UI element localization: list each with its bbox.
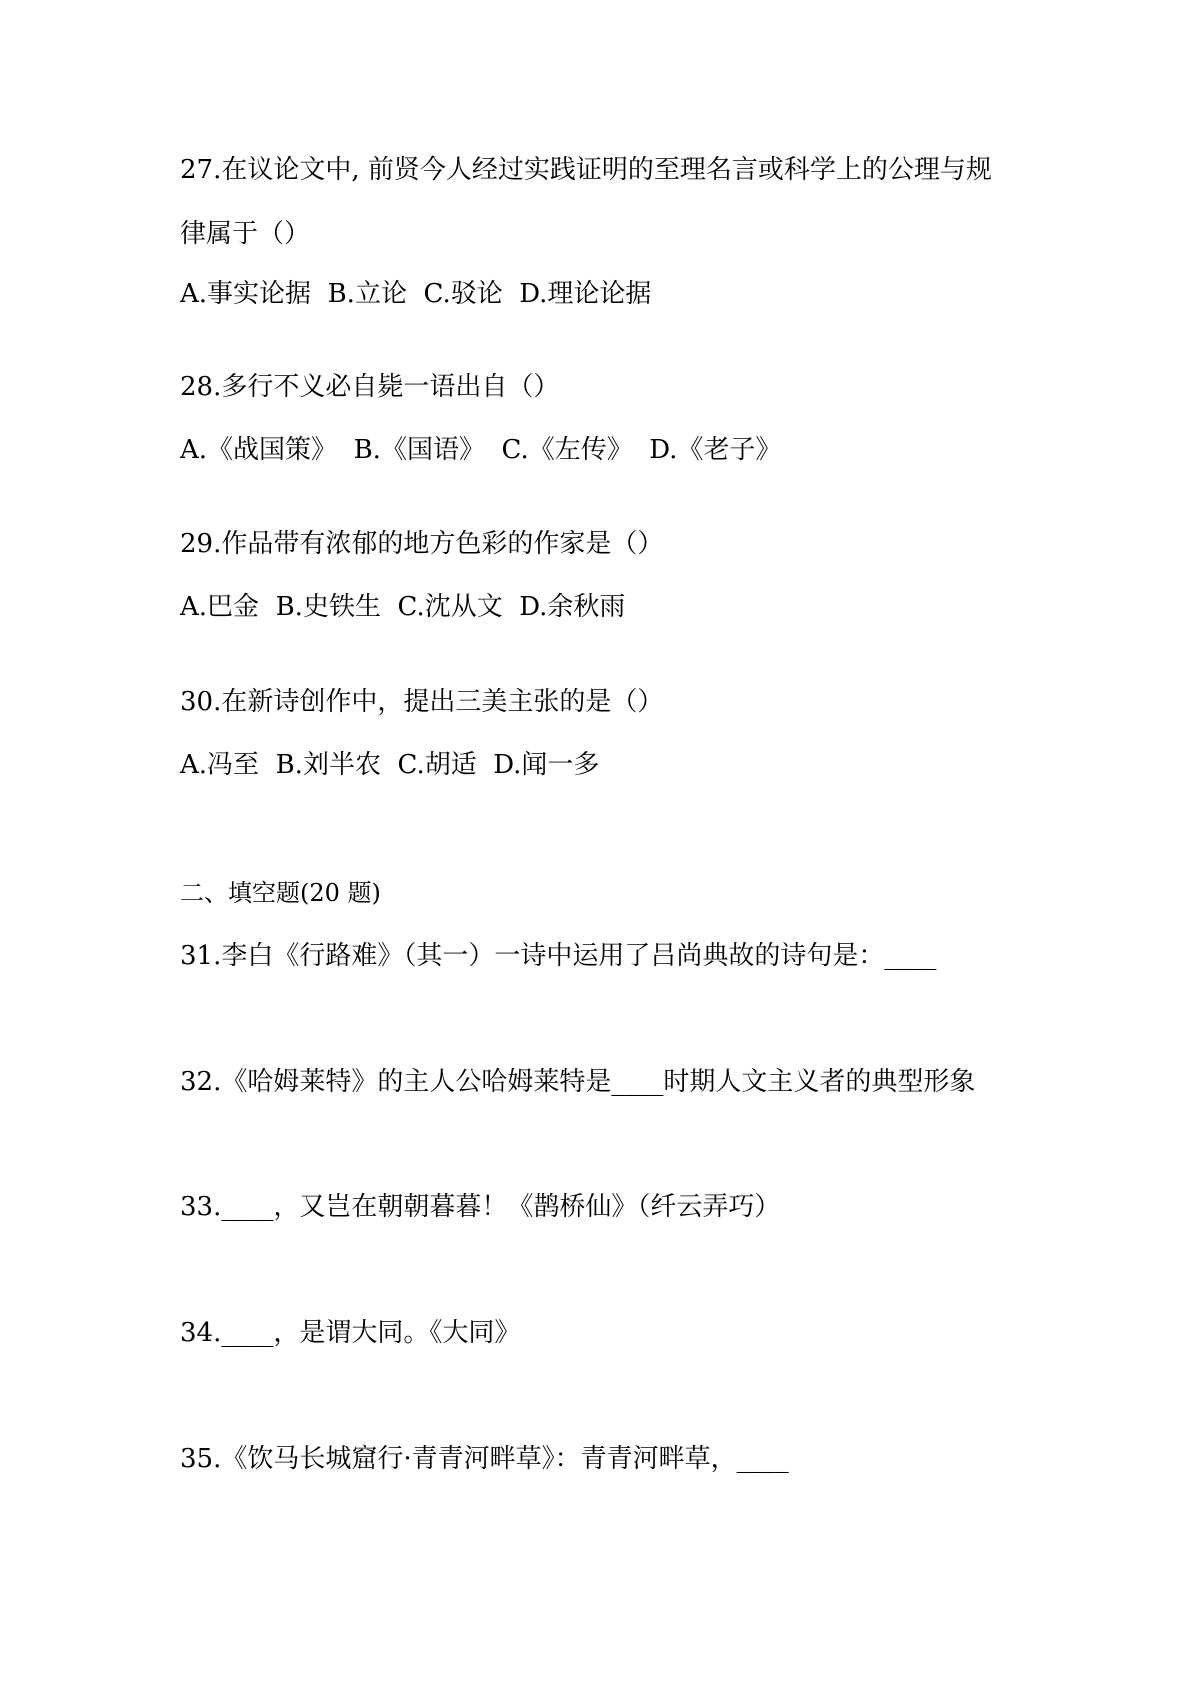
q29-options: A.巴金 B.史铁生 C.沈从文 D.余秋雨 xyxy=(180,592,626,622)
q27-stem-line1: 27.在议论文中, 前贤今人经过实践证明的至理名言或科学上的公理与规 xyxy=(180,155,992,185)
section-heading-fill-in: 二、填空题(20 题) xyxy=(180,879,381,907)
q33-fill: 33.____，又岂在朝朝暮暮！《鹊桥仙》（纤云弄巧） xyxy=(180,1192,781,1222)
q27-stem-line2: 律属于（） xyxy=(180,219,311,249)
q27-options: A.事实论据 B.立论 C.驳论 D.理论论据 xyxy=(180,279,652,309)
q30-stem: 30.在新诗创作中，提出三美主张的是（） xyxy=(180,687,664,717)
q29-stem: 29.作品带有浓郁的地方色彩的作家是（） xyxy=(180,529,664,559)
q35-fill: 35.《饮马长城窟行·青青河畔草》：青青河畔草，____ xyxy=(180,1444,789,1474)
q30-options: A.冯至 B.刘半农 C.胡适 D.闻一多 xyxy=(180,750,600,780)
q28-stem: 28.多行不义必自毙一语出自（） xyxy=(180,372,560,402)
q32-fill: 32.《哈姆莱特》的主人公哈姆莱特是____时期人文主义者的典型形象 xyxy=(180,1067,976,1097)
q31-fill: 31.李白《行路难》（其一）一诗中运用了吕尚典故的诗句是：____ xyxy=(180,941,937,971)
q28-options: A.《战国策》 B.《国语》 C.《左传》 D.《老子》 xyxy=(180,435,782,465)
q34-fill: 34.____，是谓大同。《大同》 xyxy=(180,1318,521,1348)
